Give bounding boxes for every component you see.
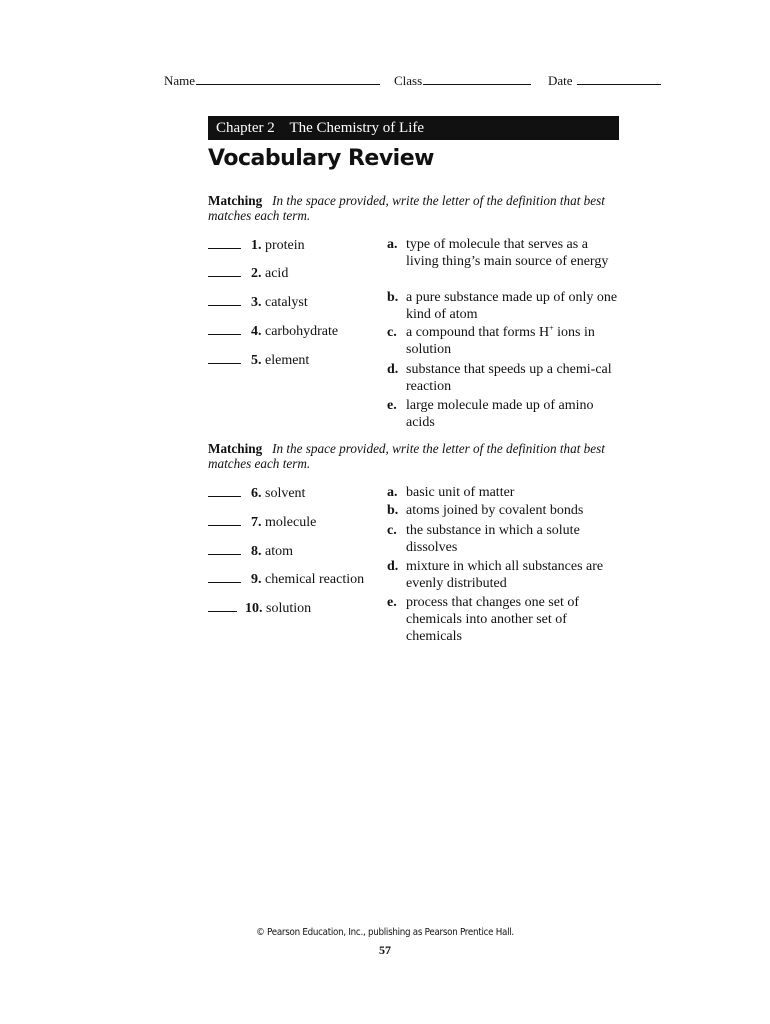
instruction-text: In the space provided, write the letter of the definition that best matches each term.	[208, 441, 605, 471]
term-item	[208, 543, 293, 560]
term-number: 7.	[251, 515, 262, 530]
term-text: acid	[265, 266, 289, 281]
chapter-banner: Chapter 2 The Chemistry of Life	[208, 116, 619, 140]
answer-blank[interactable]	[208, 265, 241, 277]
term-item	[208, 294, 308, 311]
answer-blank[interactable]	[208, 352, 241, 364]
answer-blank[interactable]	[208, 237, 241, 249]
definition-letter: e.	[387, 595, 397, 610]
answer-blank[interactable]	[208, 543, 241, 555]
definition-text	[406, 325, 619, 359]
instruction-lead: Matching	[208, 441, 263, 456]
definition-letter: d.	[387, 362, 399, 377]
section-2-instructions	[208, 441, 618, 471]
class-blank[interactable]	[423, 72, 531, 85]
definition-text: a pure substance made up of only one kind of atom	[406, 290, 618, 322]
definition-text-part: ions in solution	[406, 325, 595, 357]
term-text: element	[265, 353, 310, 368]
answer-blank[interactable]	[208, 514, 241, 526]
definition-text: the substance in which a solute dissolves	[406, 523, 580, 555]
term-text: protein	[265, 238, 305, 253]
definition-item	[387, 290, 619, 324]
definition-item	[387, 595, 619, 645]
term-item	[208, 514, 316, 531]
definition-text: substance that speeds up a chemi-cal reaction	[406, 362, 612, 394]
name-field[interactable]	[164, 72, 380, 89]
term-item	[208, 485, 305, 502]
section-1-instructions	[208, 193, 618, 223]
term-number: 9.	[251, 572, 262, 587]
name-label: Name	[164, 73, 196, 88]
term-item	[208, 323, 338, 340]
term-number: 6.	[251, 486, 262, 501]
ion-charge-superscript: +	[549, 323, 554, 333]
definition-letter: b.	[387, 290, 399, 305]
definition-text: mixture in which all substances are evenly distributed	[406, 559, 604, 591]
definition-letter: a.	[387, 237, 398, 252]
definition-item	[387, 523, 619, 557]
term-item	[208, 352, 309, 369]
definition-letter: b.	[387, 503, 399, 518]
date-blank[interactable]	[577, 72, 661, 85]
term-item	[208, 600, 311, 617]
definition-letter: e.	[387, 398, 397, 413]
name-blank[interactable]	[196, 72, 380, 85]
definition-item	[387, 485, 619, 502]
answer-blank[interactable]	[208, 571, 241, 583]
date-label: Date	[548, 73, 573, 88]
answer-blank[interactable]	[208, 485, 241, 497]
answer-blank[interactable]	[208, 294, 241, 306]
term-text: catalyst	[265, 295, 308, 310]
page-title: Vocabulary Review	[208, 146, 434, 171]
definition-text: basic unit of matter	[406, 485, 515, 500]
definition-text-part: a compound that forms H	[406, 325, 550, 340]
definition-letter: c.	[387, 325, 397, 340]
instruction-text: In the space provided, write the letter of the definition that best matches each term.	[208, 193, 605, 223]
definition-text: large molecule made up of amino acids	[406, 398, 594, 430]
term-text: solution	[266, 601, 312, 616]
term-text: chemical reaction	[265, 572, 365, 587]
definition-letter: a.	[387, 485, 398, 500]
student-info-header	[164, 72, 666, 90]
definition-item	[387, 503, 619, 520]
term-number: 1.	[251, 238, 262, 253]
term-item	[208, 265, 288, 282]
definition-item	[387, 362, 619, 396]
term-number: 2.	[251, 266, 262, 281]
copyright-credit: © Pearson Education, Inc., publishing as Pearson Prentice Hall.	[256, 927, 514, 938]
definition-item	[387, 325, 619, 359]
definition-item	[387, 559, 619, 593]
class-field[interactable]	[394, 72, 531, 89]
term-number: 8.	[251, 544, 262, 559]
term-item	[208, 237, 305, 254]
definition-text: type of molecule that serves as a living thing’s main source of energy	[406, 237, 609, 269]
term-text: carbohydrate	[265, 324, 339, 339]
definition-text: atoms joined by covalent bonds	[406, 503, 584, 518]
instruction-lead: Matching	[208, 193, 263, 208]
answer-blank[interactable]	[208, 600, 237, 612]
term-item	[208, 571, 364, 588]
term-text: molecule	[265, 515, 317, 530]
term-number: 10.	[245, 601, 263, 616]
date-field[interactable]	[548, 72, 661, 89]
definition-item	[387, 398, 619, 432]
definition-letter: d.	[387, 559, 399, 574]
term-number: 4.	[251, 324, 262, 339]
answer-blank[interactable]	[208, 323, 241, 335]
definition-text: process that changes one set of chemicals into another set of chemicals	[406, 595, 579, 644]
term-text: solvent	[265, 486, 306, 501]
term-number: 5.	[251, 353, 262, 368]
page-number: 57	[379, 943, 391, 957]
class-label: Class	[394, 73, 423, 88]
definition-letter: c.	[387, 523, 397, 538]
term-text: atom	[265, 544, 293, 559]
definition-item	[387, 237, 619, 271]
term-number: 3.	[251, 295, 262, 310]
